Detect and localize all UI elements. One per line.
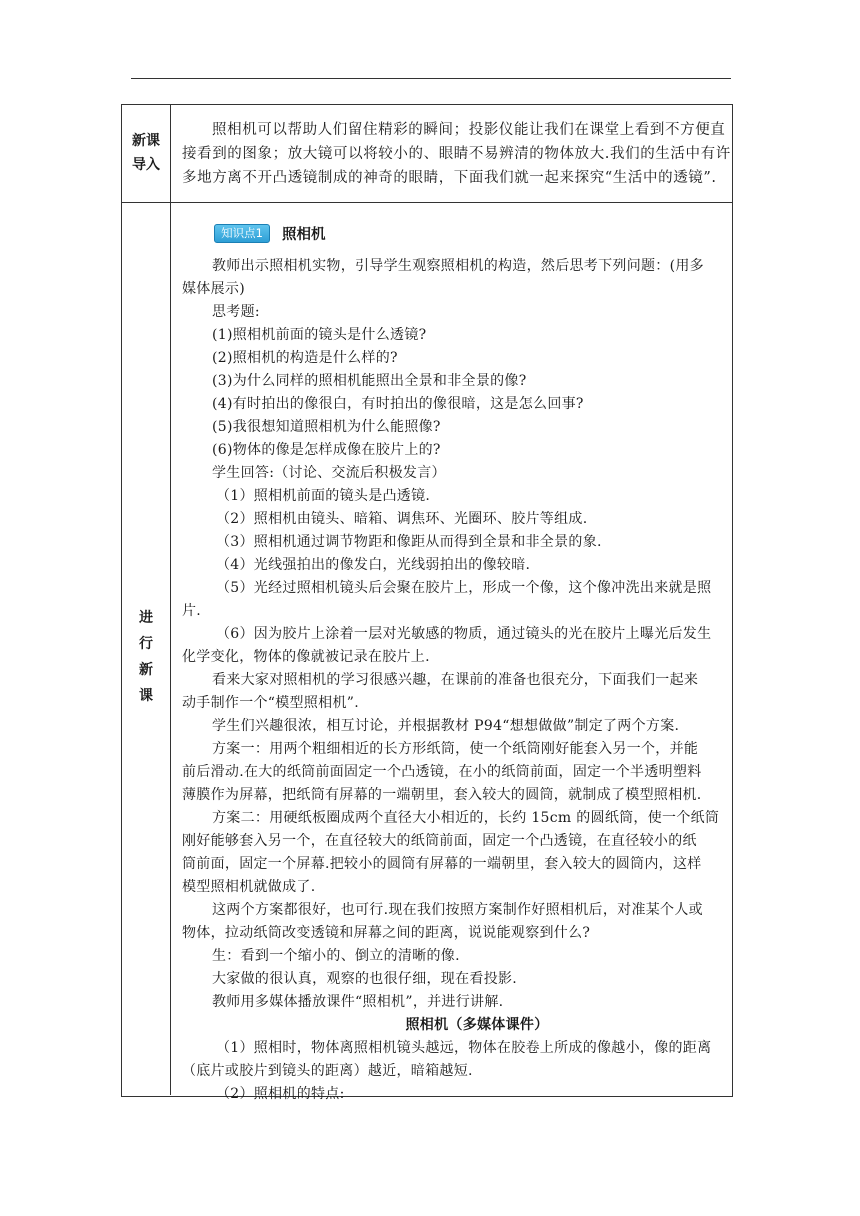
text-line: 筒前面，固定一个屏幕.把较小的圆筒有屏幕的一端朝里，套入较大的圆筒内，这样 <box>182 856 702 872</box>
text-line: 方案一：用两个粗细相近的长方形纸筒，使一个纸筒刚好能套入另一个，并能 <box>212 741 699 757</box>
label-line: 新课 <box>132 133 160 149</box>
header-rule <box>131 78 731 79</box>
text-line: 方案二：用硬纸板圈成两个直径大小相近的，长约 15cm 的圆纸筒，使一个纸筒 <box>212 810 720 826</box>
text-line: 薄膜作为屏幕，把纸筒有屏幕的一端朝里，套入较大的圆筒，就制成了模型照相机. <box>182 787 702 803</box>
text-line: (2)照相机的构造是什么样的? <box>212 350 398 366</box>
text-line: 教师出示照相机实物，引导学生观察照相机的构造，然后思考下列问题：(用多 <box>212 258 704 274</box>
text-line: （2）照相机由镜头、暗箱、调焦环、光圈环、胶片等组成. <box>216 511 588 527</box>
lesson-body <box>182 255 732 1106</box>
row-label-intro <box>122 129 170 177</box>
text-line: 片. <box>182 603 202 619</box>
text-line: 化学变化，物体的像就被记录在胶片上. <box>182 649 430 665</box>
text-line: (4)有时拍出的像很白，有时拍出的像很暗，这是怎么回事? <box>212 396 584 412</box>
text-line: （6）因为胶片上涂着一层对光敏感的物质，通过镜头的光在胶片上曝光后发生 <box>216 626 712 642</box>
label-line: 行 <box>139 636 153 652</box>
text-line: (1)照相机前面的镜头是什么透镜? <box>212 327 427 343</box>
text-line: 动手制作一个“模型照相机”. <box>182 695 359 711</box>
section-heading: 照相机（多媒体课件） <box>405 1017 549 1033</box>
text-line: （4）光线强拍出的像发白，光线弱拍出的像较暗. <box>216 557 531 573</box>
label-line: 课 <box>139 688 153 704</box>
text-line: 模型照相机就做成了. <box>182 879 316 895</box>
text-line: 前后滑动.在大的纸筒前面固定一个凸透镜，在小的纸筒前面，固定一个半透明塑料 <box>182 764 702 780</box>
label-line: 新 <box>139 662 153 678</box>
label-line: 导入 <box>132 157 160 173</box>
text-line: 学生们兴趣很浓，相互讨论，并根据教材 P94“想想做做”制定了两个方案. <box>212 718 680 734</box>
text-line: 刚好能够套入另一个，在直径较大的纸筒前面，固定一个凸透镜，在直径较小的纸 <box>182 833 697 849</box>
table-row-new-lesson <box>122 202 732 1102</box>
label-line: 进 <box>139 610 153 626</box>
knowledge-point-title: 照相机 <box>282 227 326 243</box>
text-line: 媒体展示) <box>182 281 245 297</box>
text-line: (3)为什么同样的照相机能照出全景和非全景的像? <box>212 373 527 389</box>
lesson-table <box>121 104 733 1102</box>
text-line: 看来大家对照相机的学习很感兴趣，在课前的准备也很充分，下面我们一起来 <box>212 672 699 688</box>
text-line: 物体，拉动纸筒改变透镜和屏幕之间的距离，说说能观察到什么? <box>182 925 591 941</box>
row-label-new-lesson <box>122 605 170 709</box>
text-line: （底片或胶片到镜头的距离）越近，暗箱越短. <box>182 1063 473 1079</box>
text-line: 这两个方案都很好，也可行.现在我们按照方案制作好照相机后，对准某个人或 <box>212 902 703 918</box>
row-content-cell <box>171 105 732 202</box>
table-row-intro <box>122 105 732 203</box>
text-line: （3）照相机通过调节物距和像距从而得到全景和非全景的象. <box>216 534 602 550</box>
text-line: (5)我很想知道照相机为什么能照像? <box>212 419 441 435</box>
text-line: 教师用多媒体播放课件“照相机”，并进行讲解. <box>212 994 504 1010</box>
text-line: （2）照相机的特点: <box>216 1086 345 1102</box>
text-line: （1）照相机前面的镜头是凸透镜. <box>216 488 431 504</box>
text-line: （5）光经过照相机镜头后会聚在胶片上，形成一个像，这个像冲洗出来就是照 <box>216 580 712 596</box>
row-content-cell <box>171 202 732 1102</box>
text-line: （1）照相时，物体离照相机镜头越远，物体在胶卷上所成的像越小，像的距离 <box>216 1040 712 1056</box>
text-line: 学生回答:（讨论、交流后积极发言） <box>212 465 446 481</box>
text-line: 大家做的很认真，观察的也很仔细，现在看投影. <box>212 971 518 987</box>
text-line: (6)物体的像是怎样成像在胶片上的? <box>212 442 441 458</box>
intro-paragraph: 照相机可以帮助人们留住精彩的瞬间；投影仪能让我们在课堂上看到不方便直接看到的图象；放大镜可以将较小的、眼睛不易辨清的物体放大.我们的生活中有许多地方离不开凸透镜制成的神奇的眼睛，下面我们就一起来探究“生活中的透镜”. <box>182 122 731 186</box>
row-label-cell <box>122 105 171 202</box>
knowledge-point-badge: 知识点1 <box>214 224 270 243</box>
text-line: 生：看到一个缩小的、倒立的清晰的像. <box>212 948 460 964</box>
text-line: 思考题: <box>212 304 260 320</box>
row-label-cell <box>122 202 171 1095</box>
